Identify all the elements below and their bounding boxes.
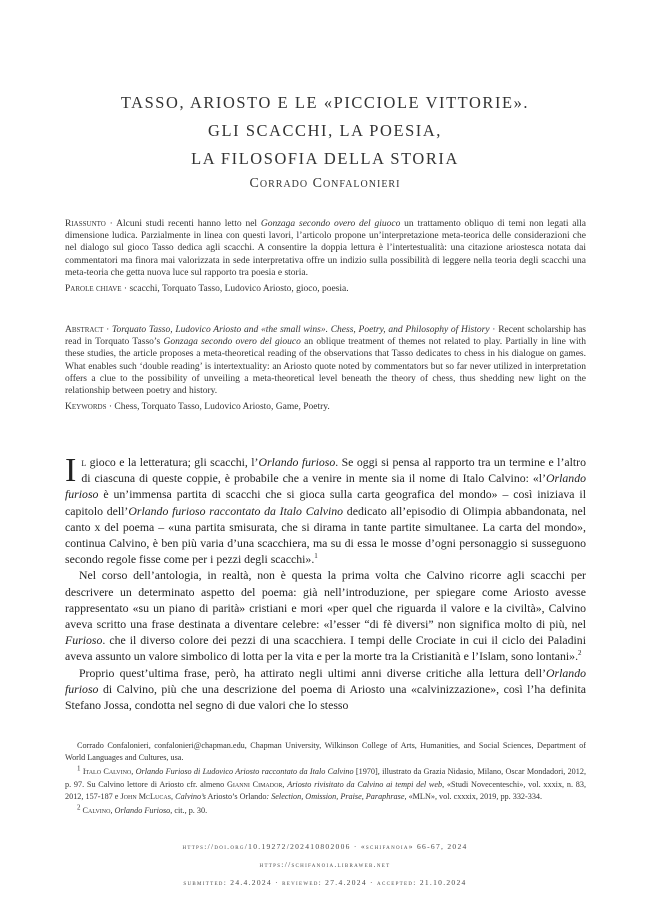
affiliation-note: Corrado Confalonieri, confalonieri@chapman.edu, Chapman University, Wilkinson College of Arts, Humanities, and Social Sciences, Department of World Languages and Cultures, usa. xyxy=(65,741,586,763)
article-title xyxy=(40,89,610,173)
abstract-label: Abstract xyxy=(65,325,104,335)
footnote-italic: Ariosto rivisitato da Calvino ai tempi del web xyxy=(287,779,443,789)
riassunto-paragraph xyxy=(65,218,586,279)
footnote-author: Italo Calvino xyxy=(82,767,132,777)
lead-letter: l xyxy=(81,455,87,469)
body-italic: Orlando furioso xyxy=(65,665,586,696)
body-italic: Orlando furioso raccontato da Italo Calvino xyxy=(128,503,344,518)
body-text-run: dedicato all’episodio di Olimpia abbandonata, nel canto x del poema – «una partita smisurata, che si dirama in tante partite simultanee. La carta del mondo», continua Calvino, è ben più varia d’una scacchiera, ma su di essa le mosse d’ogni personaggio si susseguono secondo regole fisse come per i pezzi degli scacchi». xyxy=(65,503,586,567)
body-text-run: di Calvino, più che una descrizione del poema di Ariosto una «calvinizzazione», così l’ha definita Stefano Jossa, condotta nel segno di due valori che lo stesso xyxy=(65,681,586,713)
footnote-author: Calvino xyxy=(82,806,111,816)
body-text xyxy=(65,454,586,713)
body-italic: Orlando furioso xyxy=(65,471,586,502)
keywords-label: Keywords xyxy=(65,402,107,413)
riassunto-label: Riassunto xyxy=(65,219,106,229)
footnotes xyxy=(65,740,586,819)
footnote-author: John McLucas xyxy=(120,791,172,801)
body-text-run: Proprio quest’ultima frase, però, ha attirato negli ultimi anni diverse critiche alla lettura dell’ xyxy=(79,665,547,680)
title-line-1: TASSO, ARIOSTO E LE «PICCIOLE VITTORIE». xyxy=(120,93,530,112)
footnote-italic: : Selection, Omission, Praise, Paraphrase xyxy=(266,791,405,801)
riassunto-italic: Gonzaga secondo overo del giuoco xyxy=(260,219,401,229)
body-paragraph-3 xyxy=(65,665,586,714)
footnote-text: , «MLN», vol. cxxxix, 2019, pp. 332-334. xyxy=(404,791,543,801)
footnote-2 xyxy=(65,805,586,817)
keywords xyxy=(65,401,586,413)
parole-chiave-label: Parole chiave xyxy=(65,284,122,295)
keywords-text: · Chess, Torquato Tasso, Ludovico Ariosto, Game, Poetry. xyxy=(106,402,330,413)
footnote-ref[interactable]: 2 xyxy=(578,649,582,658)
footnote-text: , xyxy=(171,791,176,801)
body-italic: Orlando furioso xyxy=(258,455,336,469)
footnote-ref[interactable]: 1 xyxy=(314,552,318,561)
body-text-run: è un’immensa partita di scacchi che si gioca sulla carta geografica del mondo» – così iniziava il capitolo dell’ xyxy=(65,487,586,518)
body-italic: Furioso xyxy=(65,633,103,648)
footnote-text: , xyxy=(110,806,115,816)
doi-line[interactable]: https://doi.org/10.19272/202410802006 · «schifanoia» 66-67, 2024 xyxy=(182,842,468,851)
abstract-text: · xyxy=(103,325,113,335)
footnote-text: , xyxy=(131,767,136,777)
footnote-italic: Orlando Furioso xyxy=(114,806,171,816)
title-line-3: LA FILOSOFIA DELLA STORIA xyxy=(191,149,459,168)
abstract-italic: Gonzaga secondo overo del giouco xyxy=(163,337,301,348)
abstract-text: · Recent scholarship has read in Torquato Tasso’s xyxy=(65,325,586,348)
footnote-text: , cit., p. 30. xyxy=(170,806,208,816)
abstract-text: an oblique treatment of themes not related to play. Partially in line with these studies, the article proposes a meta-theoretical reading of the observations that Tasso dedicates to chess in his dialogue on games. What enables such ‘double reading’ is intertextuality: an Ariosto quote noted by commentators but so far never utilized in interpretation offers a clue to the possibility of unveiling a meta-theoretical level beneath the theory of chess, thus shedding new light on the relationship between poetry and history. xyxy=(65,337,586,397)
body-paragraph-1 xyxy=(65,454,586,567)
footnote-1 xyxy=(65,766,586,803)
footnote-number: 1 xyxy=(77,764,81,773)
footnote-italic: Orlando Furioso di Ludovico Ariosto raccontato da Italo Calvino xyxy=(135,767,354,777)
author-name: Corrado Confalonieri xyxy=(249,176,401,191)
footnote-author: Gianni Cimador xyxy=(226,779,283,789)
parole-chiave xyxy=(65,283,586,295)
footnote-text: , «Studi Novecenteschi», vol. xxxix, n. 83, 2012, 157-187 e xyxy=(65,779,586,801)
submission-dates: submitted: 24.4.2024 · reviewed: 27.4.2024 · accepted: 21.10.2024 xyxy=(183,878,467,887)
body-text-run: gioco e la letteratura; gli scacchi, l’ xyxy=(86,455,259,469)
footnote-text: Ariosto’s Orlando xyxy=(205,791,267,801)
footnote-italic: Calvino’s xyxy=(175,791,206,801)
body-text-run: Nel corso dell’antologia, in realtà, non è questa la prima volta che Calvino ricorre agli scacchi per descrivere un determinato aspetto del poema: già nell’introduzione, per spiegare come Ariosto avesse rappresentato «su un piano di parità» cristiani e mori «per quel che riguarda il valore e la civiltà», Calvino aveva scritto una frase destinata a diventare celebre: «l’esser “di fè diversi” non significa molto di più, nel xyxy=(65,568,586,632)
body-text-run: . Se oggi si pensa al rapporto tra un termine e l’altro di ciascuna di queste coppie, è probabile che a venire in mente sia il nome di Italo Calvino: «l’ xyxy=(81,455,586,486)
journal-url[interactable]: https://schifanoia.libraweb.net xyxy=(259,860,391,869)
riassunto-text: un trattamento obliquo di temi non legati alla dimensione ludica. Parzialmente in linea con questi lavori, l’articolo propone un’interpretazione meta-teorica delle considerazioni che nel dialogo sul gioco Tasso dedica agli scacchi. A consentire la doppia lettura è l’intertestualità: una citazione ariostesca notata dai commentatori ma finora mai valorizzata in sede interpretativa offre un indizio sulla possibilità di leggere nella teoria degli scacchi una meta-teoria che getta nuova luce sul rapporto tra poesia e storia. xyxy=(65,219,586,278)
title-line-2: GLI SCACCHI, LA POESIA, xyxy=(208,121,442,140)
abstract-paragraph xyxy=(65,324,586,397)
body-text-run: . che il diverso colore dei pezzi di una scacchiera. I tempi delle Crociate in cui il ciclo dei Paladini aveva assunto un valore simbolico di lotta per la vita e per la morte tra la Cristianità e l’Islam, sono lontani». xyxy=(65,633,586,664)
riassunto-text: · Alcuni studi recenti hanno letto nel xyxy=(105,219,261,229)
riassunto-block xyxy=(65,218,586,295)
drop-cap: I xyxy=(65,452,77,489)
footnote-number: 2 xyxy=(77,803,81,812)
abstract-italic-title: Torquato Tasso, Ludovico Ariosto and «the small wins». Chess, Poetry, and Philosophy of History xyxy=(112,325,490,335)
footnote-text: [1970], illustrato da Grazia Nidasio, Milano, Oscar Mondadori, 2012, p. 97. Su Calvino lettore di Ariosto cfr. almeno xyxy=(65,767,587,789)
parole-chiave-text: · scacchi, Torquato Tasso, Ludovico Ariosto, gioco, poesia. xyxy=(121,284,349,295)
body-paragraph-2 xyxy=(65,567,586,664)
footnote-text: , xyxy=(282,779,288,789)
abstract-block xyxy=(65,324,586,413)
